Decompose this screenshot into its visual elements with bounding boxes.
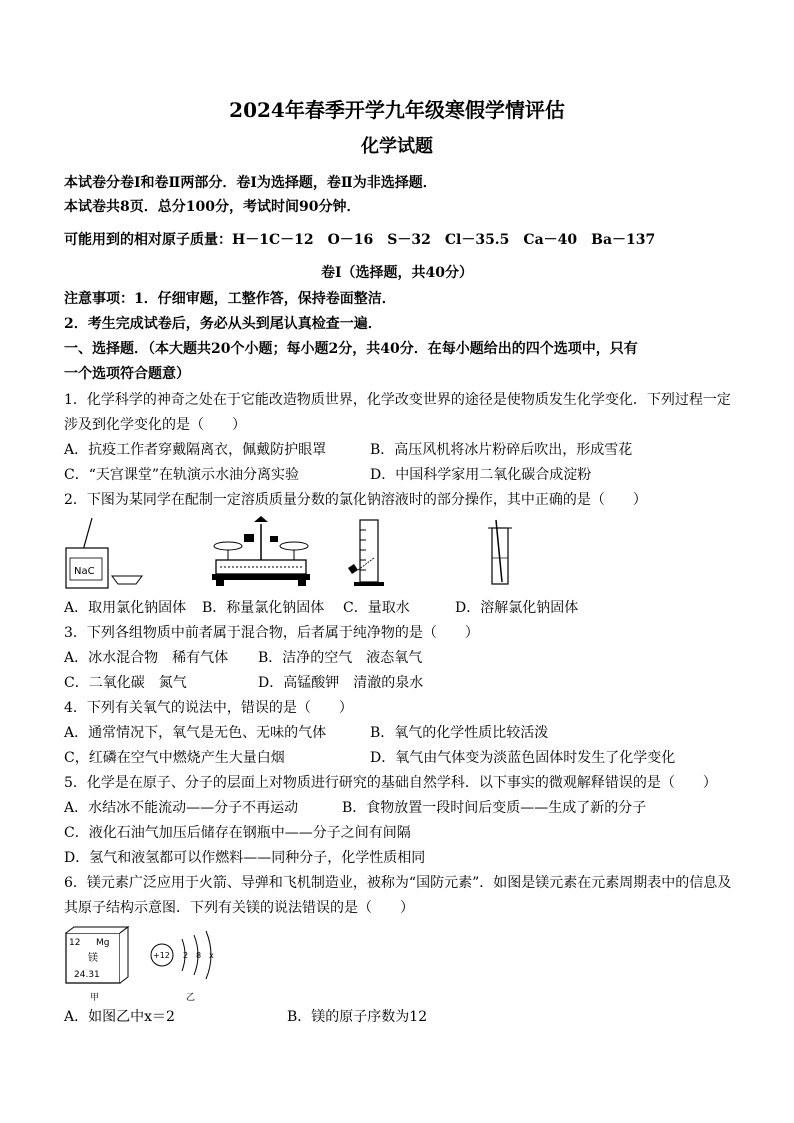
part-heading-2: 一个选项符合题意）: [64, 366, 190, 382]
q6-option-a: A．如图乙中x＝2: [64, 1009, 175, 1025]
cell-name: 镁: [88, 953, 98, 964]
shell-1-electrons: 2: [183, 951, 189, 960]
figure-caption-yi: 乙: [186, 993, 196, 1003]
note-2: 2．考生完成试卷后，务必从头到尾认真检查一遍．: [64, 316, 382, 332]
q4-option-d: D．氧气由气体变为淡蓝色固体时发生了化学变化: [370, 750, 676, 766]
q3-stem: 3．下列各组物质中前者属于混合物，后者属于纯净物的是（ ）: [64, 625, 479, 641]
figure-caption-jia: 甲: [90, 993, 100, 1003]
q1-stem-1: 1．化学科学的神奇之处在于它能改造物质世界，化学改变世界的途径是使物质发生化学变化．下列过程一定: [64, 392, 731, 408]
cell-symbol: Mg: [96, 938, 110, 948]
q6-option-b: B．镁的原子序数为12: [287, 1009, 428, 1025]
q2-figure-c-cylinder: [344, 518, 398, 588]
q5-stem: 5．化学是在原子、分子的层面上对物质进行研究的基础自然学科．以下事实的微观解释错误的是（ ）: [64, 775, 717, 791]
q6-stem-1: 6．镁元素广泛应用于火箭、导弹和飞机制造业，被称为“国防元素”．如图是镁元素在元素周期表中的信息及: [64, 875, 732, 891]
q6-figure-periodic-cell: [64, 925, 134, 989]
q4-stem: 4．下列有关氧气的说法中，错误的是（ ）: [64, 700, 353, 716]
part-heading-1: 一、选择题．（本大题共20个小题；每小题2分，共40分．在每小题给出的四个选项中，只有: [64, 341, 638, 357]
q1-option-c: C．“天宫课堂”在轨演示水油分离实验: [64, 467, 300, 483]
q1-option-d: D．中国科学家用二氧化碳合成淀粉: [370, 467, 592, 483]
nucleus-charge: +12: [153, 951, 170, 960]
q4-option-b: B．氧气的化学性质比较活泼: [370, 725, 549, 741]
q5-option-c: C．液化石油气加压后储存在钢瓶中——分子之间有间隔: [64, 825, 411, 841]
section-heading: 卷I（选择题，共40分）: [320, 265, 474, 281]
shell-2-electrons: 8: [196, 951, 202, 960]
intro-line-1: 本试卷分卷I和卷Ⅱ两部分．卷I为选择题，卷Ⅱ为非选择题．: [64, 175, 437, 191]
cell-number: 12: [69, 938, 81, 948]
shell-3-electrons: x: [209, 951, 214, 960]
atomic-mass-line: [64, 231, 655, 249]
q2-option-a: A．取用氯化钠固体: [64, 600, 187, 616]
q2-figure-b-balance: [206, 516, 316, 590]
cell-mass: 24.31: [74, 970, 100, 980]
q5-option-b: B．食物放置一段时间后变质——生成了新的分子: [342, 800, 647, 816]
q5-option-d: D．氢气和液氢都可以作燃料——同种分子，化学性质相同: [64, 850, 426, 866]
page-title: 2024年春季开学九年级寒假学情评估: [229, 98, 565, 122]
q2-stem: 2．下图为某同学在配制一定溶质质量分数的氯化钠溶液时的部分操作，其中正确的是（ ）: [64, 492, 647, 508]
q2-option-b: B．称量氯化钠固体: [202, 600, 325, 616]
q4-option-c: C，红磷在空气中燃烧产生大量白烟: [64, 750, 285, 766]
q2-figure-a-jar: [64, 514, 150, 592]
q2-option-c: C．量取水: [343, 600, 410, 616]
q5-option-a: A．水结冰不能流动——分子不再运动: [64, 800, 299, 816]
q4-option-a: A．通常情况下，氧气是无色、无味的气体: [64, 725, 327, 741]
q2-option-d: D．溶解氯化钠固体: [455, 600, 579, 616]
q1-option-b: B．高压风机将冰片粉碎后吹出，形成雪花: [370, 442, 633, 458]
q6-figure-atom-structure: [148, 925, 228, 985]
q6-stem-2: 其原子结构示意图．下列有关镁的说法错误的是（ ）: [64, 900, 414, 916]
note-1: 注意事项：1．仔细审题，工整作答，保持卷面整洁．: [64, 291, 396, 307]
page-subtitle: 化学试题: [361, 136, 433, 157]
atomic-mass-text: 可能用到的相对原子质量：H－1C－12 O－16 S－32 Cl－35.5 Ca－40 Ba－137: [64, 232, 656, 248]
q1-option-a: A．抗疫工作者穿戴隔离衣，佩戴防护眼罩: [64, 442, 327, 458]
q1-stem-2: 涉及到化学变化的是（ ）: [64, 417, 246, 433]
q2-figure-d-beaker: [482, 518, 522, 588]
q3-option-c: C．二氧化碳 氮气: [64, 675, 187, 691]
q3-option-b: B．洁净的空气 液态氧气: [258, 650, 423, 666]
intro-line-2: 本试卷共8页．总分100分，考试时间90分钟．: [64, 199, 361, 215]
q3-option-d: D．高锰酸钾 清澈的泉水: [258, 675, 424, 691]
jar-label-text: NaC: [74, 566, 95, 577]
q3-option-a: A．冰水混合物 稀有气体: [64, 650, 229, 666]
